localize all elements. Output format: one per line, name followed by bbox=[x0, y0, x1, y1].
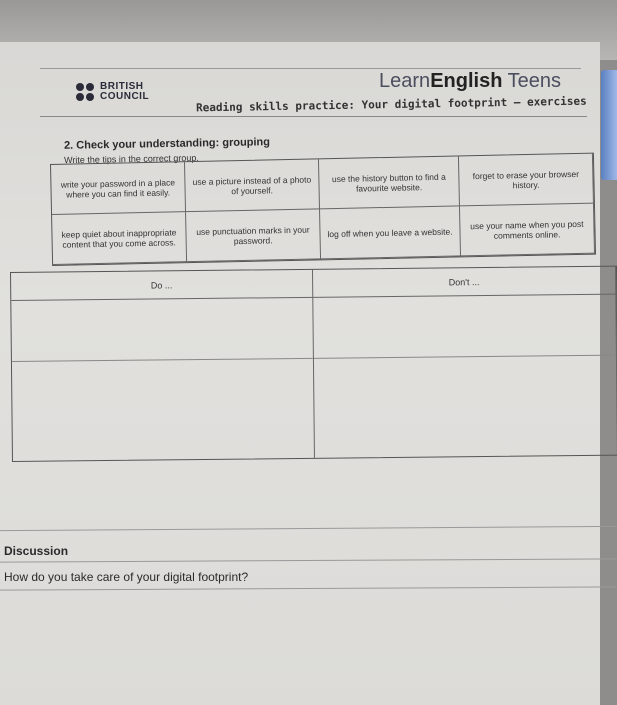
tip-cell: log off when you leave a website. bbox=[320, 206, 461, 259]
tip-cell: keep quiet about inappropriate content that you come across. bbox=[52, 212, 187, 265]
do-answer-area[interactable] bbox=[11, 298, 315, 461]
tips-table bbox=[50, 153, 596, 266]
header-divider bbox=[40, 68, 581, 69]
subtitle-divider bbox=[40, 116, 587, 117]
tip-cell: use punctuation marks in your password. bbox=[186, 209, 321, 262]
logo-dots-icon bbox=[76, 83, 94, 101]
worksheet-subtitle: Reading skills practice: Your digital footprint – exercises bbox=[195, 94, 587, 115]
tip-cell: write your password in a place where you can find it easily. bbox=[51, 162, 186, 215]
tip-cell: forget to erase your browser history. bbox=[459, 154, 594, 207]
tip-cell: use the history button to find a favourite website. bbox=[319, 156, 460, 209]
discussion-question: How do you take care of your digital footprint? bbox=[4, 570, 249, 584]
do-column-header: Do ... bbox=[11, 270, 313, 301]
logo-text: BRITISH COUNCIL bbox=[100, 81, 150, 102]
pen-object bbox=[601, 70, 617, 180]
exercise-instruction: Write the tips in the correct group. bbox=[63, 152, 199, 166]
grouping-table bbox=[10, 266, 617, 462]
discussion-title: Discussion bbox=[4, 544, 69, 558]
exercise-title: 2. Check your understanding: grouping bbox=[63, 136, 271, 152]
british-council-logo bbox=[76, 82, 149, 102]
dont-answer-area[interactable] bbox=[313, 295, 617, 458]
learnenglish-teens-brand: LearnEnglish Teens bbox=[379, 70, 561, 92]
dont-column-header: Don't ... bbox=[313, 267, 616, 298]
tip-cell: use a picture instead of a photo of yourself. bbox=[185, 159, 320, 212]
tip-cell: use your name when you post comments online. bbox=[460, 204, 595, 257]
